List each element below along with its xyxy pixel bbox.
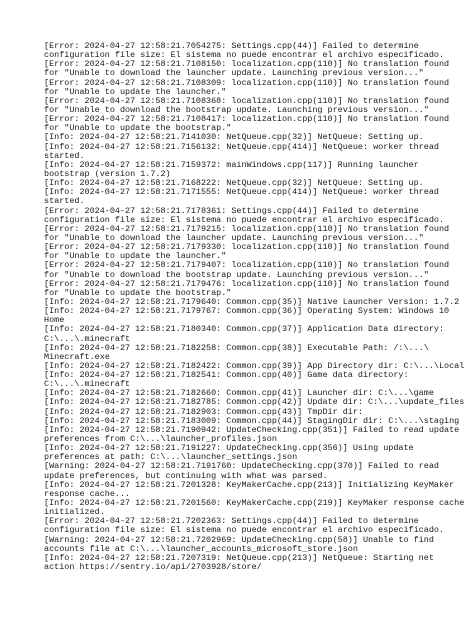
log-line: [Info: 2024-04-27 12:58:21.7179640: Common.cpp(35)] Native Launcher Version: 1.7.2 bbox=[44, 296, 460, 307]
log-line: [Info: 2024-04-27 12:58:21.7182785: Common.cpp(42)] Update dir: C:\...\update_files bbox=[44, 397, 465, 408]
log-line: for "Unable to update the launcher." bbox=[44, 86, 227, 97]
log-line: [Info: 2024-04-27 12:58:21.7183009: Common.cpp(44)] StagingDir dir: C:\...\staging bbox=[44, 415, 460, 426]
log-line: [Info: 2024-04-27 12:58:21.7207319: NetQueue.cpp(213)] NetQueue: Starting net bbox=[44, 552, 434, 563]
log-line: [Warning: 2024-04-27 12:58:21.7191760: UpdateChecking.cpp(370)] Failed to read bbox=[44, 461, 439, 472]
log-line: [Error: 2024-04-27 12:58:21.7108417: localization.cpp(110)] No translation found bbox=[44, 114, 450, 125]
log-line: C:\...\.minecraft bbox=[44, 379, 131, 390]
log-line: started. bbox=[44, 150, 85, 161]
log-line: bootstrap (version 1.7.2) bbox=[44, 168, 171, 179]
log-line: [Error: 2024-04-27 12:58:21.7179215: localization.cpp(110)] No translation found bbox=[44, 223, 450, 234]
log-line: Minecraft.exe bbox=[44, 351, 110, 362]
log-line: C:\...\.minecraft bbox=[44, 333, 131, 344]
log-line: [Info: 2024-04-27 12:58:21.7180340: Common.cpp(37)] Application Data directory: bbox=[44, 324, 445, 335]
log-line: configuration file size: El sistema no puede encontrar el archivo especificado. bbox=[44, 50, 445, 61]
log-line: [Info: 2024-04-27 12:58:21.7182660: Common.cpp(41)] Launcher dir: C:\...\game bbox=[44, 388, 434, 399]
log-line: [Error: 2024-04-27 12:58:21.7178361: Settings.cpp(44)] Failed to determine bbox=[44, 205, 419, 216]
log-line: Home bbox=[44, 315, 65, 326]
log-line: [Error: 2024-04-27 12:58:21.7179407: localization.cpp(110)] No translation found bbox=[44, 260, 450, 271]
log-line: for "Unable to download the bootstrap update. Launching previous version..." bbox=[44, 269, 429, 280]
log-line: [Error: 2024-04-27 12:58:21.7179330: localization.cpp(110)] No translation found bbox=[44, 242, 450, 253]
log-line: [Info: 2024-04-27 12:58:21.7171555: NetQueue.cpp(414)] NetQueue: worker thread bbox=[44, 187, 439, 198]
log-line: [Info: 2024-04-27 12:58:21.7182541: Common.cpp(40)] Game data directory: bbox=[44, 370, 409, 381]
log-line: [Info: 2024-04-27 12:58:21.7141030: NetQueue.cpp(32)] NetQueue: Setting up. bbox=[44, 132, 424, 143]
log-line: response cache... bbox=[44, 488, 131, 499]
log-line: [Error: 2024-04-27 12:58:21.7108368: localization.cpp(110)] No translation found bbox=[44, 95, 450, 106]
log-line: [Info: 2024-04-27 12:58:21.7182258: Common.cpp(38)] Executable Path: /:\...\ bbox=[44, 342, 429, 353]
log-line: [Error: 2024-04-27 12:58:21.7108150: localization.cpp(110)] No translation found bbox=[44, 59, 450, 70]
log-line: accounts file at C:\...\launcher_accounts_microsoft_store.json bbox=[44, 543, 358, 554]
log-line: action https://sentry.io/api/2703928/store/ bbox=[44, 562, 262, 573]
log-line: [Info: 2024-04-27 12:58:21.7156132: NetQueue.cpp(414)] NetQueue: worker thread bbox=[44, 141, 439, 152]
log-line: [Info: 2024-04-27 12:58:21.7182903: Common.cpp(43)] TmpDir dir: bbox=[44, 406, 363, 417]
log-line: for "Unable to update the bootstrap." bbox=[44, 123, 232, 134]
log-line: preferences from C:\...\launcher_profiles.json bbox=[44, 434, 277, 445]
log-line: [Info: 2024-04-27 12:58:21.7179767: Common.cpp(36)] Operating System: Windows 10 bbox=[44, 306, 450, 317]
log-line: [Info: 2024-04-27 12:58:21.7159372: mainWindows.cpp(117)] Running launcher bbox=[44, 159, 419, 170]
log-line: for "Unable to update the launcher." bbox=[44, 251, 227, 262]
log-line: [Info: 2024-04-27 12:58:21.7168222: NetQueue.cpp(32)] NetQueue: Setting up. bbox=[44, 178, 424, 189]
log-line: [Info: 2024-04-27 12:58:21.7191227: UpdateChecking.cpp(356)] Using update bbox=[44, 443, 414, 454]
log-line: for "Unable to download the launcher update. Launching previous version..." bbox=[44, 68, 424, 79]
log-line: [Error: 2024-04-27 12:58:21.7054275: Settings.cpp(44)] Failed to determine bbox=[44, 41, 419, 51]
log-line: [Error: 2024-04-27 12:58:21.7179476: localization.cpp(110)] No translation found bbox=[44, 278, 450, 289]
log-line: started. bbox=[44, 196, 85, 207]
log-line: [Error: 2024-04-27 12:58:21.7202363: Settings.cpp(44)] Failed to determine bbox=[44, 516, 419, 527]
log-line: configuration file size: El sistema no puede encontrar el archivo especificado. bbox=[44, 525, 445, 536]
log-line: for "Unable to download the bootstrap update. Launching previous version..." bbox=[44, 104, 429, 115]
log-line: for "Unable to download the launcher update. Launching previous version..." bbox=[44, 232, 424, 243]
log-line: preferences at path: C:\...\launcher_settings.json bbox=[44, 452, 298, 463]
log-text-block bbox=[44, 41, 465, 573]
log-line: [Warning: 2024-04-27 12:58:21.7202969: UpdateChecking.cpp(58)] Unable to find bbox=[44, 534, 434, 545]
log-line: update preferences, but continuing with what was parsed. bbox=[44, 470, 328, 481]
log-line: initialized. bbox=[44, 507, 105, 518]
log-line: configuration file size: El sistema no puede encontrar el archivo especificado. bbox=[44, 214, 445, 225]
log-line: [Error: 2024-04-27 12:58:21.7108309: localization.cpp(110)] No translation found bbox=[44, 77, 450, 88]
log-line: for "Unable to update the bootstrap." bbox=[44, 287, 232, 298]
log-line: [Info: 2024-04-27 12:58:21.7201328: KeyMakerCache.cpp(213)] Initializing KeyMaker bbox=[44, 479, 455, 490]
log-line: [Info: 2024-04-27 12:58:21.7190942: UpdateChecking.cpp(351)] Failed to read update bbox=[44, 424, 460, 435]
log-line: [Info: 2024-04-27 12:58:21.7182422: Common.cpp(39)] App Directory dir: C:\...\Local bbox=[44, 360, 465, 371]
log-line: [Info: 2024-04-27 12:58:21.7201560: KeyMakerCache.cpp(219)] KeyMaker response cache bbox=[44, 498, 465, 509]
